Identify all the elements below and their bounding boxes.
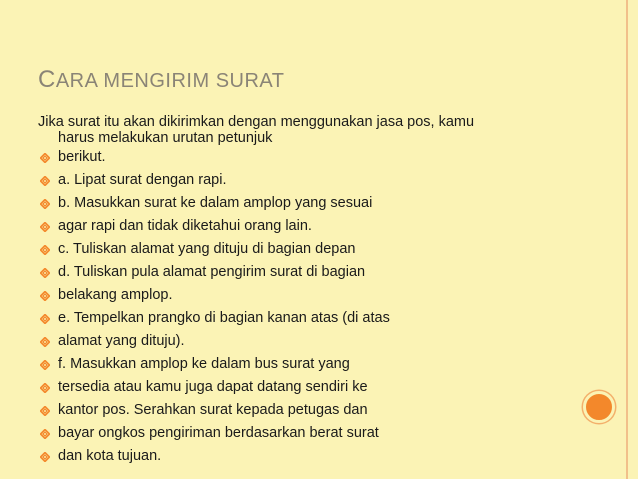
list-item-text: b. Masukkan surat ke dalam amplop yang sesuai [58, 195, 373, 211]
diamond-square-bullet-icon [40, 314, 50, 324]
list-item [38, 261, 578, 284]
diamond-square-bullet-icon [40, 176, 50, 186]
list-item [38, 215, 578, 238]
list-item [38, 192, 578, 215]
slide-border-line [626, 0, 628, 479]
list-item [38, 422, 578, 445]
list-item [38, 307, 578, 330]
list-item [38, 284, 578, 307]
diamond-square-bullet-icon [40, 222, 50, 232]
diamond-square-bullet-icon [40, 153, 50, 163]
intro-line-2: harus melakukan urutan petunjuk [58, 130, 273, 146]
list-item [38, 399, 578, 422]
diamond-square-bullet-icon [40, 360, 50, 370]
list-item [38, 330, 578, 353]
diamond-square-bullet-icon [40, 337, 50, 347]
list-item-text: bayar ongkos pengiriman berdasarkan berat surat [58, 425, 379, 441]
list-item [38, 169, 578, 192]
list-item-text: c. Tuliskan alamat yang dituju di bagian depan [58, 241, 356, 257]
title-initial: C [38, 66, 56, 93]
diamond-square-bullet-icon [40, 199, 50, 209]
slide-title [38, 66, 285, 94]
list-item-text: d. Tuliskan pula alamat pengirim surat di bagian [58, 264, 366, 280]
bullet-list [38, 146, 578, 468]
list-item-text: agar rapi dan tidak diketahui orang lain. [58, 218, 312, 234]
list-item [38, 445, 578, 468]
list-item-text: alamat yang dituju). [58, 333, 185, 349]
list-item-text: a. Lipat surat dengan rapi. [58, 172, 227, 188]
decorative-circle [583, 391, 615, 423]
list-item-text: berikut. [58, 149, 106, 165]
list-item-text: e. Tempelkan prangko di bagian kanan atas (di atas [58, 310, 390, 326]
list-item [38, 353, 578, 376]
list-item [38, 238, 578, 261]
list-item-text: dan kota tujuan. [58, 448, 162, 464]
intro-paragraph [38, 114, 578, 146]
diamond-square-bullet-icon [40, 452, 50, 462]
diamond-square-bullet-icon [40, 383, 50, 393]
intro-line-1: Jika surat itu akan dikirimkan dengan menggunakan jasa pos, kamu [38, 114, 475, 130]
list-item [38, 376, 578, 399]
list-item-text: f. Masukkan amplop ke dalam bus surat yang [58, 356, 350, 372]
diamond-square-bullet-icon [40, 268, 50, 278]
list-item-text: kantor pos. Serahkan surat kepada petugas dan [58, 402, 368, 418]
diamond-square-bullet-icon [40, 291, 50, 301]
title-rest: ARA MENGIRIM SURAT [55, 70, 285, 92]
diamond-square-bullet-icon [40, 245, 50, 255]
list-item [38, 146, 578, 169]
slide-content [38, 114, 578, 468]
diamond-square-bullet-icon [40, 406, 50, 416]
list-item-text: belakang amplop. [58, 287, 173, 303]
list-item-text: tersedia atau kamu juga dapat datang sendiri ke [58, 379, 368, 395]
diamond-square-bullet-icon [40, 429, 50, 439]
